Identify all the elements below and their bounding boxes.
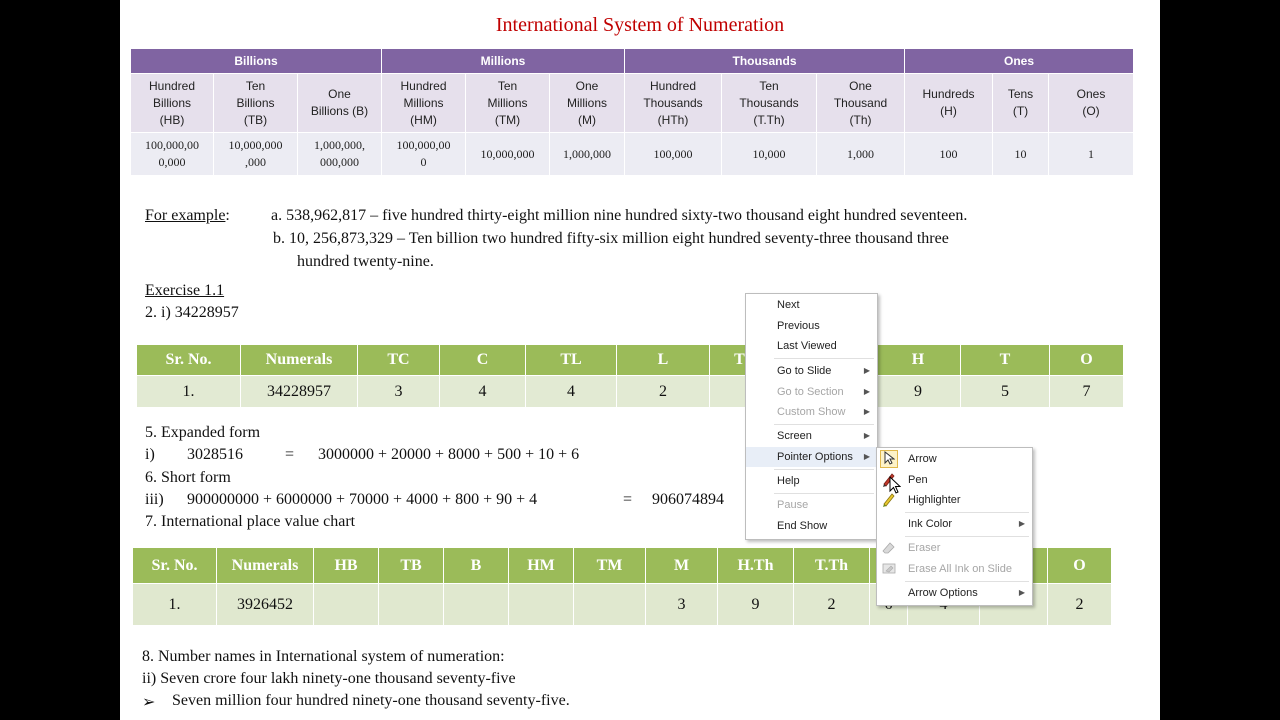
header-line: (TM)	[494, 112, 521, 127]
names-answer: Seven million four hundred ninety-one thousand seventy-five.	[172, 692, 570, 709]
table-cell	[314, 584, 379, 626]
submenu-arrow-icon: ▶	[863, 407, 870, 416]
place-value-cell	[993, 133, 1049, 176]
table-header-cell: TL	[526, 345, 617, 376]
short-result: 906074894	[652, 491, 724, 508]
column-header	[298, 74, 382, 133]
menu-item-next[interactable]: Next	[777, 299, 800, 311]
header-line: Millions	[403, 95, 444, 110]
header-line: (HTh)	[657, 112, 689, 127]
table-cell: 9	[876, 376, 961, 408]
table-header-cell: T	[961, 345, 1050, 376]
short-expression: 900000000 + 6000000 + 70000 + 4000 + 800 + 90 + 4	[187, 491, 538, 508]
header-line: One	[575, 78, 599, 93]
value-line: 100	[939, 146, 958, 161]
table-cell: 2	[617, 376, 710, 408]
place-value-cell	[550, 133, 625, 176]
submenu-arrow-icon: ▶	[1018, 519, 1025, 528]
table-header-cell: O	[1048, 548, 1112, 584]
table-cell	[379, 584, 444, 626]
submenu-item-pen[interactable]: Pen	[877, 470, 1032, 490]
value-line: 1,000,000	[563, 146, 611, 161]
expanded-equals: =	[285, 446, 295, 463]
place-value-cell	[905, 133, 993, 176]
submenu-arrow-icon: ▶	[863, 431, 870, 440]
table-cell: 7	[1050, 376, 1124, 408]
place-value-cell	[722, 133, 817, 176]
eraser-icon	[880, 539, 898, 557]
place-value-cell	[131, 133, 214, 176]
header-line: (H)	[940, 104, 957, 118]
place-value-cell	[817, 133, 905, 176]
menu-separator	[905, 581, 1029, 582]
menu-separator	[774, 358, 874, 359]
short-heading: 6. Short form	[145, 469, 231, 486]
menu-item-previous[interactable]: Previous	[777, 320, 820, 332]
expanded-expression: 3000000 + 20000 + 8000 + 500 + 10 + 6	[318, 446, 580, 463]
example-a: a. 538,962,817 – five hundred thirty-eight million nine hundred sixty-two thousand eight hundred seventeen.	[271, 207, 968, 224]
table-cell: 4	[526, 376, 617, 408]
submenu-arrow-icon: ▶	[863, 366, 870, 375]
table-cell: 1.	[137, 376, 241, 408]
column-header	[817, 74, 905, 133]
value-line: 10,000,000	[228, 138, 283, 152]
header-line: Hundred	[649, 78, 697, 93]
table-header-cell: C	[440, 345, 526, 376]
value-line: 100,000,00	[145, 138, 199, 152]
exercise-question: 2. i) 34228957	[145, 304, 239, 321]
value-line: 0	[420, 155, 427, 169]
header-line: Billions	[236, 95, 275, 110]
column-header	[466, 74, 550, 133]
menu-item-go-to-section: Go to Section ▶	[746, 382, 877, 402]
header-line: (T.Th)	[753, 112, 785, 127]
mouse-cursor-icon	[889, 476, 901, 499]
slide-title: International System of Numeration	[495, 14, 785, 36]
group-header: Millions	[382, 49, 625, 74]
group-header: Ones	[905, 49, 1134, 74]
header-line: (Th)	[849, 112, 872, 127]
value-line: ,000	[245, 155, 266, 169]
table-cell: 5	[961, 376, 1050, 408]
column-header	[722, 74, 817, 133]
exercise-title: Exercise 1.1	[145, 282, 225, 299]
header-line: Thousands	[643, 95, 703, 110]
example-b: b. 10, 256,873,329 – Ten billion two hundred fifty-six million eight hundred seventy-three thousand three	[273, 230, 949, 247]
menu-separator	[774, 469, 874, 470]
place-value-cell	[298, 133, 382, 176]
submenu-item-arrow-options[interactable]: Arrow Options ▶	[877, 583, 1032, 603]
example-label: For example:	[145, 207, 230, 224]
bullet-arrow-icon: ➢	[142, 694, 156, 711]
header-line: Millions	[487, 95, 528, 110]
column-header	[550, 74, 625, 133]
value-line: 1	[1088, 146, 1094, 161]
header-line: Billions	[152, 95, 191, 110]
column-header	[625, 74, 722, 133]
table-header-cell: Numerals	[241, 345, 358, 376]
table-header-cell: H.Th	[718, 548, 794, 584]
table-header-cell: B	[444, 548, 509, 584]
menu-item-last-viewed[interactable]: Last Viewed	[777, 340, 837, 352]
value-line: 0,000	[158, 155, 186, 169]
header-line: (TB)	[243, 112, 268, 127]
value-line: 1,000,000,	[314, 138, 365, 152]
slide	[120, 0, 1160, 720]
table-header-cell: O	[1050, 345, 1124, 376]
value-line: 1,000	[847, 146, 874, 161]
table-header-cell: Sr. No.	[137, 345, 241, 376]
header-line: One	[328, 87, 351, 101]
place-value-table-indian	[136, 344, 1124, 408]
header-line: Hundreds	[922, 87, 975, 101]
expanded-heading: 5. Expanded form	[145, 424, 261, 441]
header-line: Thousand	[833, 95, 888, 110]
header-line: Hundred	[400, 78, 447, 93]
header-line: (M)	[578, 112, 596, 127]
header-line: Ones	[1076, 87, 1106, 101]
table-cell	[509, 584, 574, 626]
value-line: 100,000,00	[396, 138, 451, 152]
place-value-cell	[214, 133, 298, 176]
place-value-cell	[466, 133, 550, 176]
table-cell: 3	[358, 376, 440, 408]
header-line: Tens	[1007, 87, 1034, 101]
menu-item-help[interactable]: Help	[777, 475, 800, 487]
table-header-cell: HM	[509, 548, 574, 584]
header-line: Millions	[566, 95, 607, 110]
menu-item-pause: Pause	[777, 499, 809, 511]
short-label: iii)	[145, 491, 164, 508]
erase-all-icon	[880, 560, 898, 578]
numeration-table	[130, 48, 1134, 176]
header-line: Ten	[497, 78, 518, 93]
value-line: 10,000,000	[480, 146, 535, 161]
table-header-cell: Sr. No.	[133, 548, 217, 584]
place-value-cell	[625, 133, 722, 176]
example-b-cont: hundred twenty-nine.	[297, 253, 434, 270]
table-cell: 9	[718, 584, 794, 626]
submenu-arrow-icon: ▶	[863, 387, 870, 396]
submenu-item-erase-all-ink: Erase All Ink on Slide	[877, 559, 1032, 579]
menu-item-end-show[interactable]: End Show	[777, 520, 828, 532]
table-header-cell: L	[617, 345, 710, 376]
header-line: Hundred	[148, 78, 196, 93]
table-cell: 34228957	[241, 376, 358, 408]
column-header	[131, 74, 214, 133]
column-header	[382, 74, 466, 133]
header-line: Billions (B)	[310, 104, 369, 118]
value-line: 000,000	[320, 155, 359, 169]
menu-item-custom-show: Custom Show ▶	[746, 402, 877, 422]
arrow-pointer-icon	[880, 450, 898, 468]
column-header	[993, 74, 1049, 133]
header-line: One	[849, 78, 872, 93]
submenu-arrow-icon: ▶	[863, 452, 870, 461]
table-header-cell: TM	[574, 548, 646, 584]
column-header	[1049, 74, 1134, 133]
value-line: 10,000	[752, 146, 786, 161]
submenu-arrow-icon: ▶	[1018, 588, 1025, 597]
menu-item-pointer-options[interactable]: Pointer Options ▶	[746, 447, 877, 467]
table-cell: 2	[1048, 584, 1112, 626]
header-line: Ten	[245, 78, 266, 93]
table-header-cell: T.Th	[794, 548, 870, 584]
value-line: 100,000	[653, 146, 693, 161]
table-header-cell: T	[710, 345, 770, 376]
submenu-item-highlighter[interactable]: Highlighter	[877, 490, 1032, 510]
names-heading: 8. Number names in International system of numeration:	[142, 648, 505, 665]
column-header	[905, 74, 993, 133]
table-header-cell: TC	[358, 345, 440, 376]
header-line: (HB)	[159, 112, 185, 127]
group-header: Thousands	[625, 49, 905, 74]
table-header-cell: Numerals	[217, 548, 314, 584]
expanded-number: 3028516	[187, 446, 243, 463]
header-line: (HM)	[410, 112, 437, 127]
submenu-item-eraser: Eraser	[877, 538, 1032, 558]
header-line: (O)	[1082, 104, 1100, 118]
table-cell: 4	[440, 376, 526, 408]
menu-item-go-to-slide[interactable]: Go to Slide ▶	[746, 361, 877, 381]
table-cell: 3	[646, 584, 718, 626]
names-question: ii) Seven crore four lakh ninety-one thousand seventy-five	[142, 670, 516, 687]
menu-separator	[774, 424, 874, 425]
column-header	[214, 74, 298, 133]
table-cell: 1.	[133, 584, 217, 626]
menu-separator	[905, 512, 1029, 513]
context-menu	[745, 293, 878, 540]
table-cell: 2	[794, 584, 870, 626]
submenu-item-arrow[interactable]: Arrow	[877, 449, 1032, 469]
place-value-cell	[382, 133, 466, 176]
header-line: (T)	[1012, 104, 1029, 118]
table-cell: 3926452	[217, 584, 314, 626]
short-equals: =	[623, 491, 633, 508]
menu-separator	[774, 493, 874, 494]
table-header-cell: HB	[314, 548, 379, 584]
table-header-cell: TB	[379, 548, 444, 584]
place-value-cell	[1049, 133, 1134, 176]
value-line: 10	[1014, 146, 1027, 161]
table-cell	[574, 584, 646, 626]
menu-separator	[905, 536, 1029, 537]
header-line: Thousands	[739, 95, 799, 110]
header-line: Ten	[759, 78, 779, 93]
chart-heading: 7. International place value chart	[145, 513, 356, 530]
table-cell	[444, 584, 509, 626]
expanded-label: i)	[145, 446, 155, 463]
submenu-item-ink-color[interactable]: Ink Color ▶	[877, 514, 1032, 534]
menu-item-screen[interactable]: Screen ▶	[746, 426, 877, 446]
table-header-cell: H	[876, 345, 961, 376]
table-header-cell: M	[646, 548, 718, 584]
group-header: Billions	[131, 49, 382, 74]
pointer-options-submenu	[876, 447, 1033, 606]
